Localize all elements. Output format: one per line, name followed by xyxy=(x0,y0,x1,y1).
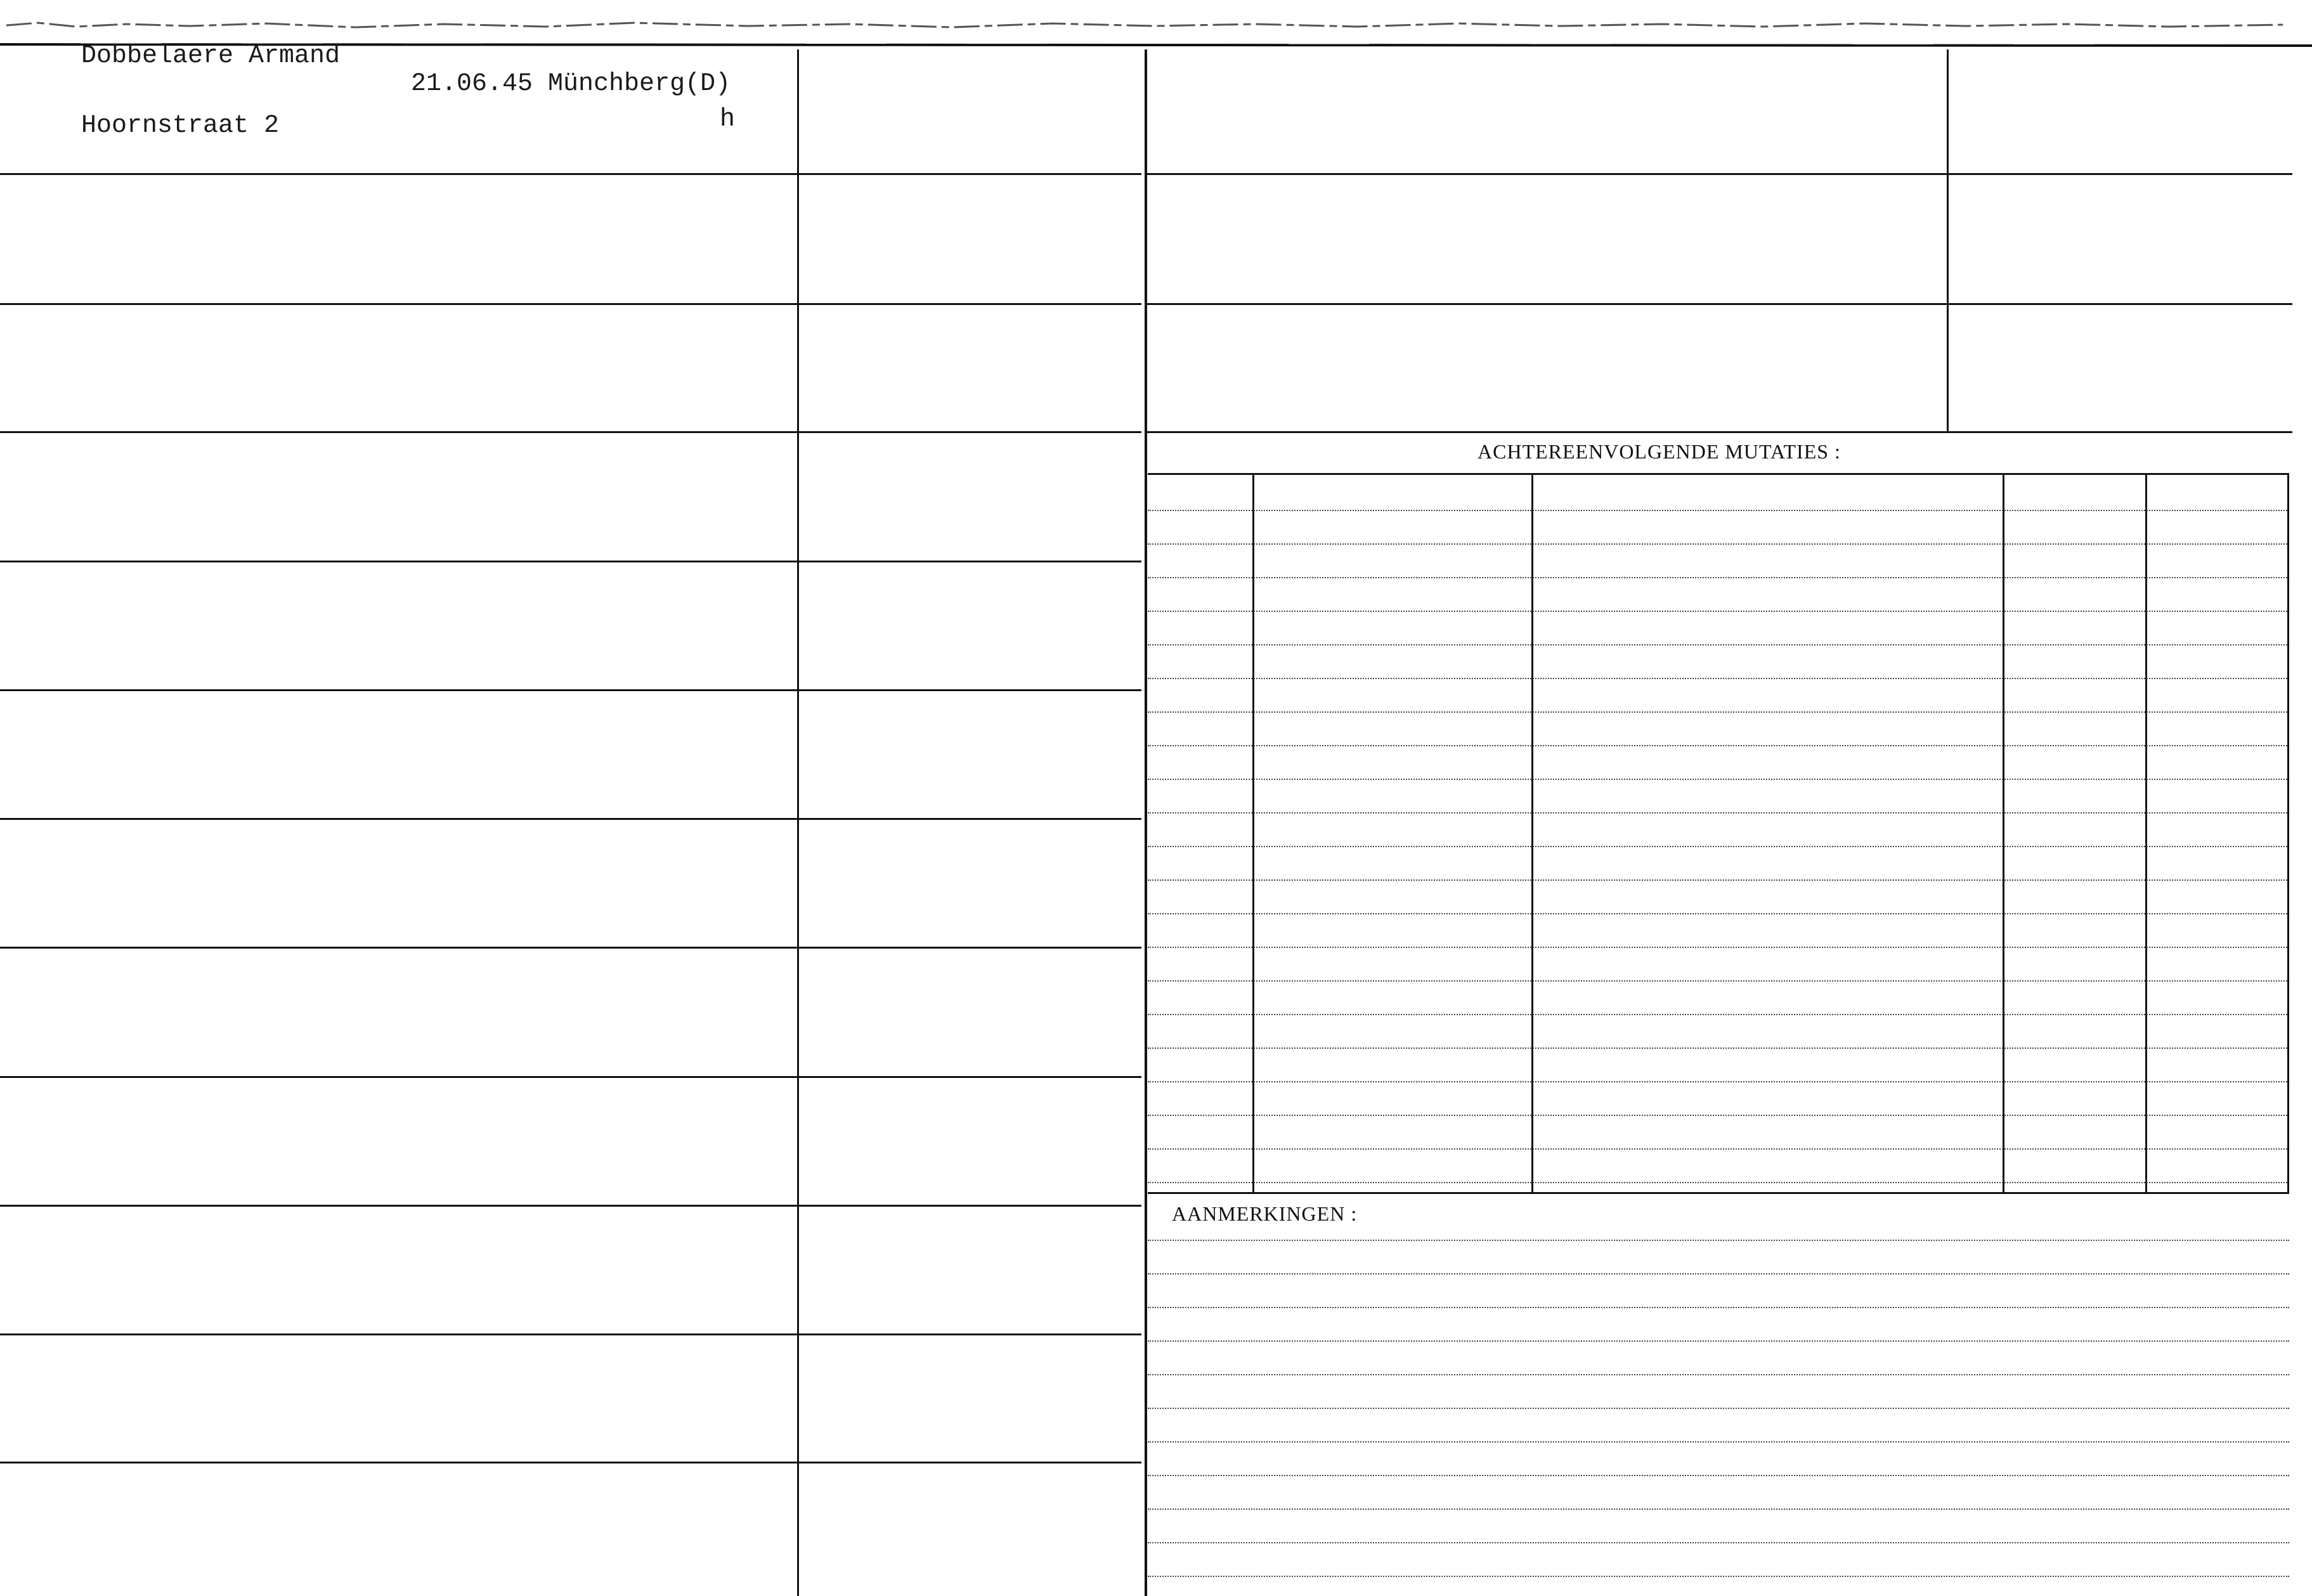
row-line xyxy=(0,689,1141,691)
mutation-row-line xyxy=(1148,812,2287,814)
mutations-col xyxy=(2003,473,2004,1192)
mutation-row-line xyxy=(1148,711,2287,713)
row-line xyxy=(0,303,1141,305)
mutations-col xyxy=(1531,473,1533,1192)
remark-row-line xyxy=(1148,1240,2289,1241)
row-line xyxy=(0,1205,1141,1207)
row-line xyxy=(0,818,1141,820)
remark-row-line xyxy=(1148,1542,2289,1543)
mutation-row-line xyxy=(1148,1115,2287,1116)
mutation-row-line xyxy=(1148,1081,2287,1082)
mutation-row-line xyxy=(1148,611,2287,612)
row-line xyxy=(0,173,1141,175)
header-strip xyxy=(0,0,2312,51)
row-line xyxy=(0,1076,1141,1078)
remark-row-line xyxy=(1148,1307,2289,1308)
right-row-line xyxy=(1145,173,2292,175)
row-line xyxy=(0,1462,1141,1463)
row-line xyxy=(0,1333,1141,1335)
mutation-row-line xyxy=(1148,1014,2287,1015)
entry-name: Dobbelaere Armand xyxy=(81,42,341,70)
row-line xyxy=(0,561,1141,562)
remark-row-line xyxy=(1148,1475,2289,1476)
mutations-col xyxy=(1252,473,1254,1192)
row-line xyxy=(0,947,1141,949)
mutation-row-line xyxy=(1148,543,2287,545)
mutation-row-line xyxy=(1148,913,2287,914)
right-row-line xyxy=(1145,431,2292,433)
mutation-row-line xyxy=(1148,779,2287,780)
remarks-heading: AANMERKINGEN : xyxy=(1172,1202,1358,1225)
entry-address: Hoornstraat 2 xyxy=(81,112,280,140)
entry-birth: 21.06.45 Münchberg(D) xyxy=(411,70,731,98)
remark-row-line xyxy=(1148,1441,2289,1443)
mutations-col xyxy=(2145,473,2147,1192)
remark-row-line xyxy=(1148,1508,2289,1510)
remark-row-line xyxy=(1148,1340,2289,1342)
mutation-row-line xyxy=(1148,644,2287,646)
mutation-row-line xyxy=(1148,947,2287,948)
mutation-row-line xyxy=(1148,510,2287,511)
header-scribble xyxy=(0,0,2312,51)
mutation-row-line xyxy=(1148,846,2287,847)
mutation-row-line xyxy=(1148,1148,2287,1150)
remark-row-line xyxy=(1148,1408,2289,1409)
entry-mark: h xyxy=(720,105,736,134)
remark-row-line xyxy=(1148,1374,2289,1375)
mutations-bottom-line xyxy=(1148,1192,2289,1194)
mutations-heading: ACHTEREENVOLGENDE MUTATIES : xyxy=(1477,440,1841,463)
mutation-row-line xyxy=(1148,577,2287,578)
mutation-row-line xyxy=(1148,879,2287,881)
column-line xyxy=(1145,49,1147,1596)
mutation-row-line xyxy=(1148,980,2287,982)
right-column-line xyxy=(1947,49,1949,431)
mutations-top-line xyxy=(1148,473,2289,475)
mutation-row-line xyxy=(1148,745,2287,746)
mutations-col xyxy=(2287,473,2289,1192)
remark-row-line xyxy=(1148,1576,2289,1577)
row-line xyxy=(0,431,1141,433)
mutation-row-line xyxy=(1148,678,2287,679)
right-row-line xyxy=(1145,303,2292,305)
mutation-row-line xyxy=(1148,1048,2287,1049)
column-line xyxy=(797,49,799,1596)
mutation-row-line xyxy=(1148,1182,2287,1183)
remark-row-line xyxy=(1148,1273,2289,1275)
